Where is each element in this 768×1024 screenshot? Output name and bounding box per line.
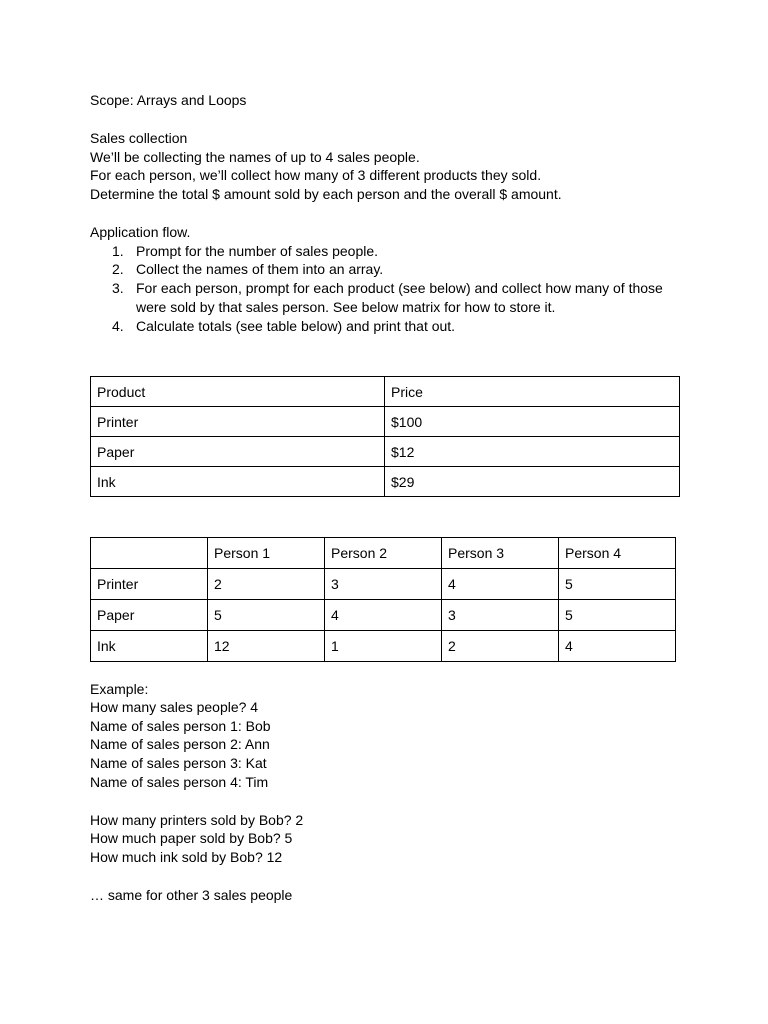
example-line: How many printers sold by Bob? 2 bbox=[90, 812, 304, 828]
example-line: How much ink sold by Bob? 12 bbox=[90, 849, 283, 865]
flow-step bbox=[90, 317, 680, 336]
table-cell: Paper bbox=[91, 600, 208, 631]
table-header-cell: Person 1 bbox=[208, 538, 325, 569]
table-header-cell: Person 3 bbox=[442, 538, 559, 569]
table-header-row bbox=[91, 538, 676, 569]
example-line: How many sales people? 4 bbox=[90, 699, 259, 715]
table-header-cell: Product bbox=[91, 377, 385, 407]
table-cell: $100 bbox=[385, 407, 680, 437]
product-price-table bbox=[90, 376, 680, 497]
flow-step-text: For each person, prompt for each product (see below) and collect how many of those were sold by that sales person. See below matrix for how to store it. bbox=[136, 280, 663, 315]
flow-step bbox=[90, 260, 680, 279]
table-cell: 2 bbox=[208, 569, 325, 600]
table-cell: 3 bbox=[442, 600, 559, 631]
flow-step-text: Calculate totals (see table below) and print that out. bbox=[136, 318, 456, 334]
example-closing-line: … same for other 3 sales people bbox=[90, 887, 293, 903]
table-cell: 4 bbox=[559, 631, 676, 662]
flow-step bbox=[90, 242, 680, 261]
flow-step-number: 3. bbox=[112, 280, 124, 296]
example-line: Name of sales person 1: Bob bbox=[90, 718, 271, 734]
table-row bbox=[91, 407, 680, 437]
table-cell: $12 bbox=[385, 437, 680, 467]
table-header-cell: Price bbox=[385, 377, 680, 407]
table-row bbox=[91, 631, 676, 662]
example-line: How much paper sold by Bob? 5 bbox=[90, 830, 293, 846]
flow-step-number: 1. bbox=[112, 243, 124, 259]
application-flow-heading: Application flow. bbox=[90, 224, 191, 240]
sales-matrix-table bbox=[90, 537, 676, 662]
table-header-cell: Person 4 bbox=[559, 538, 676, 569]
example-line: Name of sales person 2: Ann bbox=[90, 736, 270, 752]
intro-line: For each person, we’ll collect how many of 3 different products they sold. bbox=[90, 167, 542, 183]
table-cell: 1 bbox=[325, 631, 442, 662]
table-row bbox=[91, 600, 676, 631]
table-cell: 5 bbox=[208, 600, 325, 631]
intro-line: We’ll be collecting the names of up to 4 sales people. bbox=[90, 149, 420, 165]
table-row bbox=[91, 569, 676, 600]
example-heading: Example: bbox=[90, 681, 149, 697]
table-cell: 5 bbox=[559, 569, 676, 600]
table-header-cell bbox=[91, 538, 208, 569]
table-cell: $29 bbox=[385, 467, 680, 497]
table-row bbox=[91, 437, 680, 467]
table-cell: 12 bbox=[208, 631, 325, 662]
flow-step-number: 4. bbox=[112, 318, 124, 334]
scope-heading: Scope: Arrays and Loops bbox=[90, 92, 247, 108]
flow-step-text: Prompt for the number of sales people. bbox=[136, 243, 379, 259]
sales-collection-heading: Sales collection bbox=[90, 130, 188, 146]
table-cell: 5 bbox=[559, 600, 676, 631]
flow-step-text: Collect the names of them into an array. bbox=[136, 261, 384, 277]
table-cell: Ink bbox=[91, 467, 385, 497]
table-cell: 4 bbox=[442, 569, 559, 600]
table-row bbox=[91, 467, 680, 497]
table-header-cell: Person 2 bbox=[325, 538, 442, 569]
table-cell: Printer bbox=[91, 407, 385, 437]
table-cell: Ink bbox=[91, 631, 208, 662]
table-cell: Printer bbox=[91, 569, 208, 600]
table-cell: 3 bbox=[325, 569, 442, 600]
table-cell: 2 bbox=[442, 631, 559, 662]
table-header-row bbox=[91, 377, 680, 407]
flow-step bbox=[90, 279, 680, 317]
table-cell: 4 bbox=[325, 600, 442, 631]
example-line: Name of sales person 3: Kat bbox=[90, 755, 267, 771]
intro-line: Determine the total $ amount sold by each person and the overall $ amount. bbox=[90, 186, 562, 202]
flow-step-number: 2. bbox=[112, 261, 124, 277]
table-cell: Paper bbox=[91, 437, 385, 467]
example-line: Name of sales person 4: Tim bbox=[90, 774, 269, 790]
